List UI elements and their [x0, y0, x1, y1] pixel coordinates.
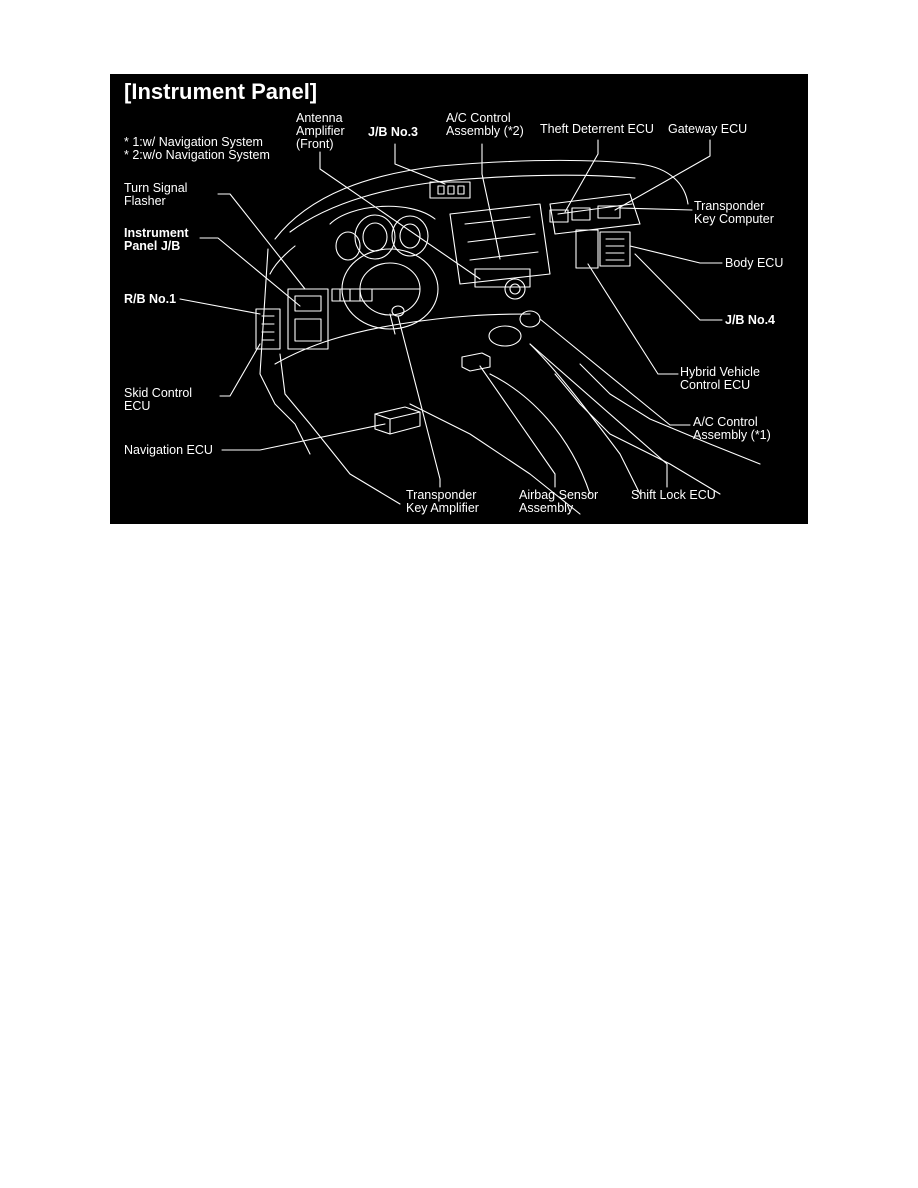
label-antenna-amplifier: Antenna Amplifier (Front) — [296, 111, 345, 151]
label-turn-signal-flasher: Turn Signal Flasher — [124, 181, 188, 208]
footnote-2: * 2:w/o Navigation System — [124, 148, 270, 162]
label-body-ecu: Body ECU — [725, 256, 784, 270]
label-jb-no4: J/B No.4 — [725, 313, 776, 327]
instrument-panel-diagram — [110, 74, 808, 524]
label-shift-lock-ecu: Shift Lock ECU — [631, 488, 716, 502]
label-airbag-sensor-assembly: Airbag Sensor Assembly — [519, 488, 599, 515]
label-transponder-key-computer: Transponder Key Computer — [694, 199, 774, 226]
label-rb-no1: R/B No.1 — [124, 292, 177, 306]
diagram-title: [Instrument Panel] — [124, 79, 318, 104]
footnote-1: * 1:w/ Navigation System — [124, 135, 263, 149]
label-jb-no3: J/B No.3 — [368, 125, 419, 139]
footnote-list — [124, 136, 270, 162]
label-theft-deterrent-ecu: Theft Deterrent ECU — [540, 122, 654, 136]
label-gateway-ecu: Gateway ECU — [668, 122, 748, 136]
label-ac-control-assembly-1: A/C Control Assembly (*1) — [693, 415, 771, 442]
label-transponder-key-amplifier: Transponder Key Amplifier — [406, 488, 479, 515]
label-ac-control-assembly-2: A/C Control Assembly (*2) — [446, 111, 524, 138]
label-skid-control-ecu: Skid Control ECU — [124, 386, 193, 413]
label-navigation-ecu: Navigation ECU — [124, 443, 213, 457]
label-hybrid-vehicle-control-ecu: Hybrid Vehicle Control ECU — [680, 365, 760, 392]
label-instrument-panel-jb: Instrument Panel J/B — [124, 226, 189, 253]
